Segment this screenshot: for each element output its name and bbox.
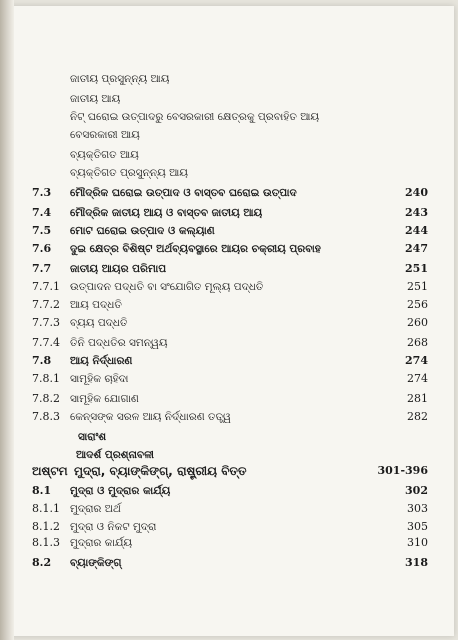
toc-page-number: 301-396 xyxy=(377,464,428,477)
toc-entry xyxy=(0,370,458,388)
toc-entry xyxy=(0,184,458,202)
toc-section-number: 7.7.4 xyxy=(32,336,60,349)
toc-section-number: 7.7.1 xyxy=(32,280,60,293)
toc-section-title: ସାରାଂଶ xyxy=(78,431,107,443)
toc-section-title: ସାମୂହିକ ଯୋଗାଣ xyxy=(70,393,139,405)
toc-section-title: ମୁଦ୍ରା ଓ ମୁଦ୍ରାର କାର୍ଯ୍ୟ xyxy=(70,485,171,497)
toc-entry xyxy=(0,482,458,500)
toc-section-number: 7.7.3 xyxy=(32,316,60,329)
toc-entry xyxy=(0,240,458,258)
toc-section-title: ଜାତୀୟ ପ୍ରସୁନ୍ନ୍ୟ ଆୟ xyxy=(70,73,170,85)
toc-page-number: 318 xyxy=(405,556,428,569)
toc-page-number: 268 xyxy=(407,336,428,349)
toc-section-number: 7.8.3 xyxy=(32,410,60,423)
toc-section-title: ବ୍ୟକ୍ତିଗତ ଆୟ xyxy=(70,149,139,161)
toc-section-title: ଉତ୍ପାଦନ ପଦ୍ଧତି ବା ସଂଯୋଗିତ ମୂଲ୍ୟ ପଦ୍ଧତି xyxy=(70,281,264,293)
toc-entry xyxy=(0,390,458,408)
toc-section-title: ବେସରକାରୀ ଆୟ xyxy=(70,129,140,141)
toc-entry xyxy=(0,554,458,572)
toc-section-title: ମୁଦ୍ରା, ବ୍ୟାଙ୍କିଙ୍ଗ୍, ରାଷ୍ଟ୍ରୀୟ ବିତ୍ତ xyxy=(74,464,247,478)
toc-page-number: 282 xyxy=(407,410,428,423)
toc-section-title: କେନ୍ସଙ୍କ ସରଳ ଆୟ ନିର୍ଦ୍ଧାରଣ ତତ୍ତ୍ୱ xyxy=(70,411,231,423)
toc-section-title: ଜାତୀୟ ଆୟର ପରିମାପ xyxy=(70,263,167,275)
toc-entry xyxy=(0,314,458,332)
toc-entry xyxy=(0,500,458,518)
toc-page-number: 243 xyxy=(405,206,428,219)
toc-section-number: 8.1.3 xyxy=(32,536,60,549)
toc-section-title: ବ୍ୟୟ ପଦ୍ଧତି xyxy=(70,317,128,329)
toc-entry xyxy=(0,222,458,240)
toc-page-number: 281 xyxy=(407,392,428,405)
toc-section-title: ଜାତୀୟ ଆୟ xyxy=(70,93,121,105)
toc-section-title: ମୁଦ୍ରାର ଅର୍ଥ xyxy=(70,503,121,515)
toc-section-title: ମୋଟ ଘରୋଇ ଉତ୍ପାଦ ଓ କଲ୍ୟାଣ xyxy=(70,225,215,237)
toc-section-title: ଦୁଇ କ୍ଷେତ୍ର ବିଶିଷ୍ଟ ଅର୍ଥବ୍ୟବସ୍ଥାରେ ଆୟର ଚକ୍ରୀୟ ପ୍ରବାହ xyxy=(70,243,321,255)
toc-entry xyxy=(0,146,458,164)
toc-entry xyxy=(0,90,458,108)
toc-section-title: ମୁଦ୍ରା ଓ ନିକଟ ମୁଦ୍ରା xyxy=(70,521,157,533)
toc-entry xyxy=(0,428,458,446)
toc-entry xyxy=(0,462,458,480)
toc-page-number: 302 xyxy=(405,484,428,497)
toc-page-number: 303 xyxy=(407,502,428,515)
toc-section-number: ଅଷ୍ଟମ xyxy=(32,464,68,478)
toc-section-title: ଆୟ ପଦ୍ଧତି xyxy=(70,299,122,311)
toc-entry xyxy=(0,352,458,370)
toc-section-number: 8.1.1 xyxy=(32,502,60,515)
toc-page-number: 274 xyxy=(407,372,428,385)
toc-section-number: 7.8.2 xyxy=(32,392,60,405)
toc-section-title: ତିନି ପଦ୍ଧତିର ସମନ୍ୱୟ xyxy=(70,337,168,349)
toc-section-title: ବ୍ୟକ୍ତିଗତ ପ୍ରସୁନ୍ନ୍ୟ ଆୟ xyxy=(70,167,188,179)
toc-section-number: 7.3 xyxy=(32,186,52,199)
toc-page-number: 305 xyxy=(407,520,428,533)
toc-page-number: 251 xyxy=(407,280,428,293)
toc-entry xyxy=(0,164,458,182)
toc-section-title: ମୁଦ୍ରାର କାର୍ଯ୍ୟ xyxy=(70,537,133,549)
toc-entry xyxy=(0,70,458,88)
toc-entry xyxy=(0,334,458,352)
toc-page-number: 274 xyxy=(405,354,428,367)
toc-page-number: 247 xyxy=(405,242,428,255)
toc-section-title: ମୌଦ୍ରିକ ଘରୋଇ ଉତ୍ପାଦ ଓ ବାସ୍ତବ ଘରୋଇ ଉତ୍ପାଦ xyxy=(70,187,297,199)
toc-section-number: 8.1 xyxy=(32,484,52,497)
toc-section-number: 7.8 xyxy=(32,354,52,367)
toc-page-number: 256 xyxy=(407,298,428,311)
toc-page-number: 244 xyxy=(405,224,428,237)
toc-section-number: 7.7 xyxy=(32,262,52,275)
toc-section-number: 7.7.2 xyxy=(32,298,60,311)
toc-section-number: 7.6 xyxy=(32,242,52,255)
toc-section-number: 7.4 xyxy=(32,206,52,219)
toc-section-title: ଆଦର୍ଶ ପ୍ରଶ୍ନାବଳୀ xyxy=(76,449,154,461)
toc-entry xyxy=(0,126,458,144)
toc-entry xyxy=(0,296,458,314)
toc-section-number: 7.5 xyxy=(32,224,52,237)
toc-entry xyxy=(0,408,458,426)
toc-page-number: 310 xyxy=(407,536,428,549)
toc-section-title: ଆୟ ନିର୍ଦ୍ଧାରଣ xyxy=(70,355,133,367)
toc-section-title: ନିଟ୍ ଘରୋଇ ଉତ୍ପାଦରୁ ବେସରକାରୀ କ୍ଷେତ୍ରକୁ ପ୍ରବାହିତ ଆୟ xyxy=(70,111,320,123)
toc-entry xyxy=(0,534,458,552)
toc-entry xyxy=(0,278,458,296)
toc-section-number: 8.2 xyxy=(32,556,52,569)
toc-section-title: ସାମୂହିକ ଚାହିଦା xyxy=(70,373,129,385)
toc-page-number: 240 xyxy=(405,186,428,199)
toc-section-title: ବ୍ୟାଙ୍କିଙ୍ଗ୍ xyxy=(70,557,122,569)
toc-page-number: 251 xyxy=(405,262,428,275)
toc-entry xyxy=(0,108,458,126)
toc-entry xyxy=(0,260,458,278)
toc-entry xyxy=(0,204,458,222)
toc-section-number: 8.1.2 xyxy=(32,520,60,533)
toc-section-title: ମୌଦ୍ରିକ ଜାତୀୟ ଆୟ ଓ ବାସ୍ତବ ଜାତୀୟ ଆୟ xyxy=(70,207,263,219)
toc-section-number: 7.8.1 xyxy=(32,372,60,385)
toc-page-number: 260 xyxy=(407,316,428,329)
